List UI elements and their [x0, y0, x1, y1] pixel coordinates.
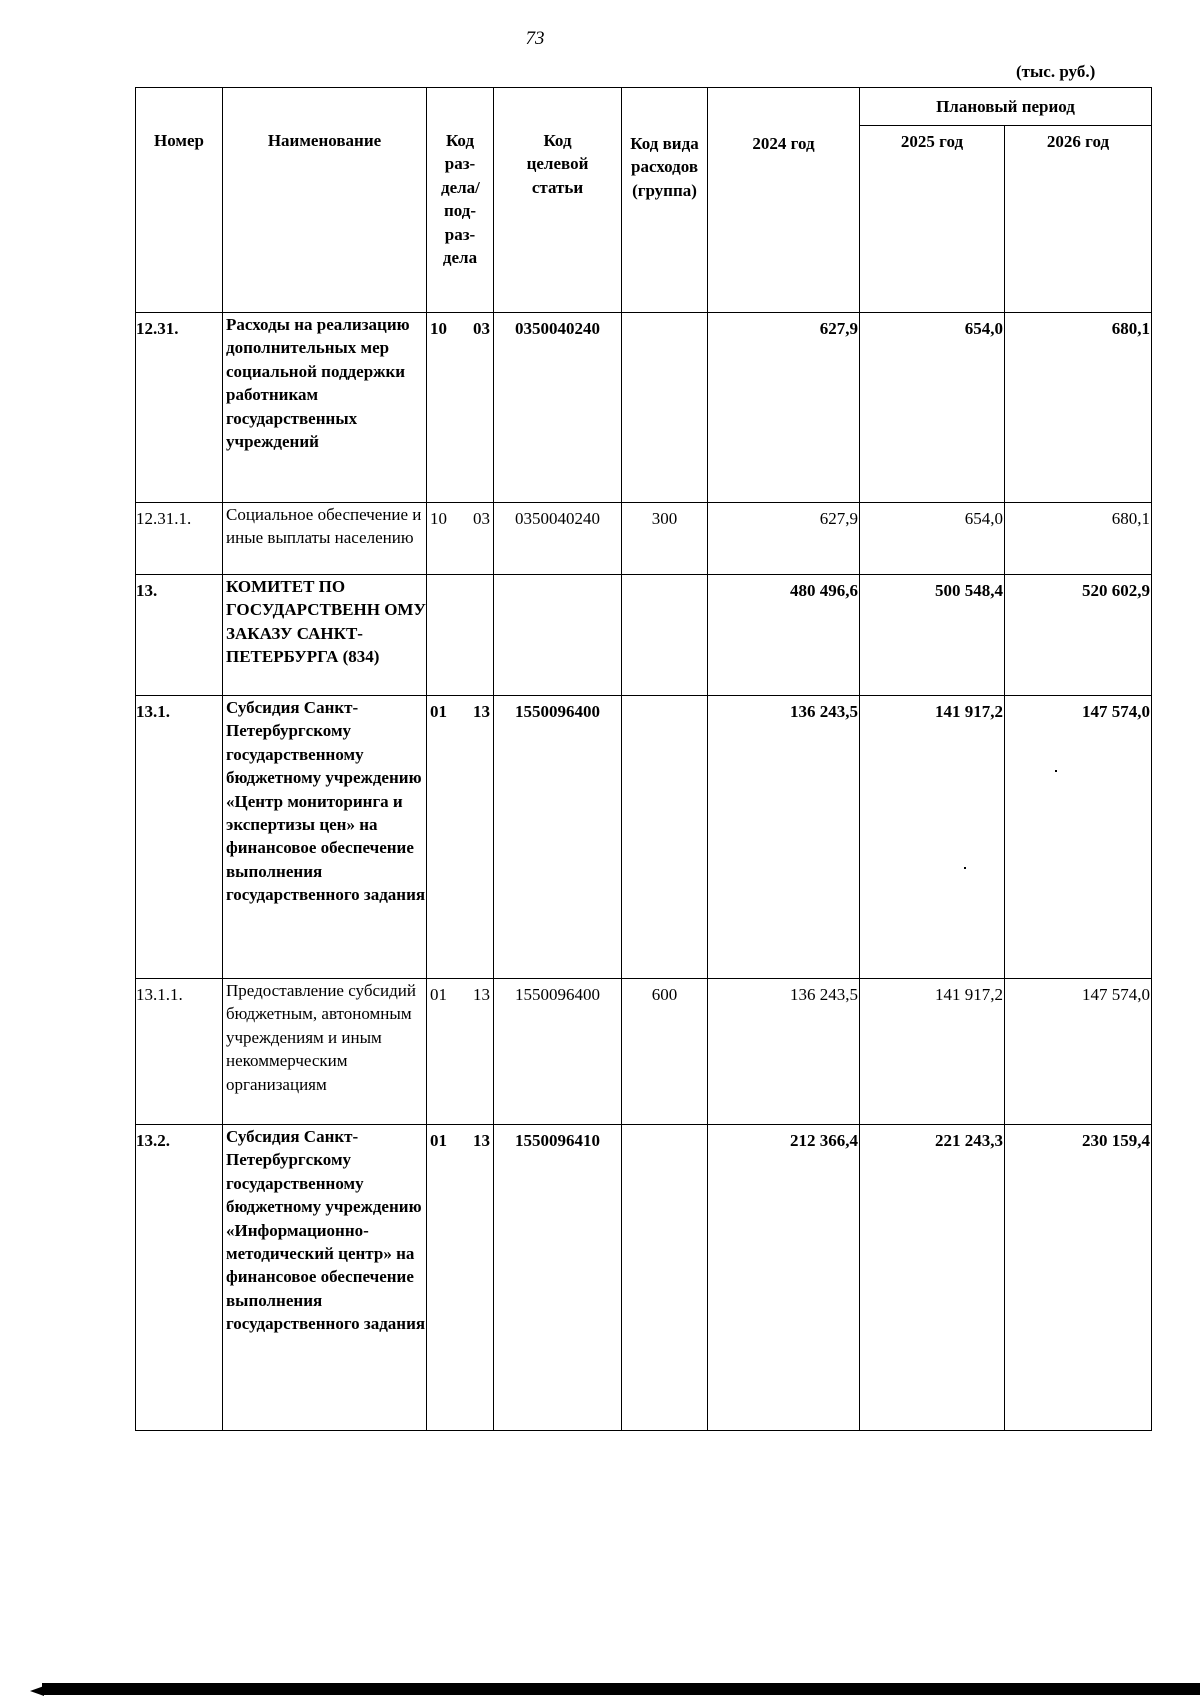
row-section-code — [427, 503, 494, 575]
subsection-code: 13 — [473, 1131, 490, 1150]
row-amount-2026: 230 159,4 — [1005, 1125, 1152, 1431]
header-row — [136, 88, 1152, 126]
row-number: 13.1.1. — [136, 979, 223, 1125]
row-number: 13. — [136, 575, 223, 696]
subsection-code: 03 — [473, 509, 490, 528]
row-expense-type — [622, 313, 708, 503]
row-name: Социальное обеспечение и иные выплаты населению — [223, 503, 427, 575]
row-name: Субсидия Санкт-Петербургскому государственному бюджетному учреждению «Центр мониторинга и экспертизы цен» на финансовое обеспечение выполнения государственного задания — [223, 696, 427, 979]
header-name: Наименование — [223, 88, 427, 313]
row-amount-2025: 141 917,2 — [860, 979, 1005, 1125]
row-target-code: 0350040240 — [494, 313, 622, 503]
row-target-code: 1550096410 — [494, 1125, 622, 1431]
row-amount-2024: 627,9 — [708, 313, 860, 503]
table-row — [136, 696, 1152, 979]
header-expense-type: Код вида расходов (группа) — [622, 88, 708, 313]
row-amount-2024: 480 496,6 — [708, 575, 860, 696]
row-amount-2024: 627,9 — [708, 503, 860, 575]
section-code: 01 — [430, 985, 447, 1004]
row-number: 13.1. — [136, 696, 223, 979]
row-section-code — [427, 696, 494, 979]
table-row — [136, 313, 1152, 503]
section-code: 01 — [430, 1131, 447, 1150]
scan-speck — [1055, 770, 1057, 772]
row-expense-type — [622, 1125, 708, 1431]
row-amount-2025: 141 917,2 — [860, 696, 1005, 979]
row-section-code — [427, 313, 494, 503]
row-amount-2025: 500 548,4 — [860, 575, 1005, 696]
row-section-code — [427, 575, 494, 696]
row-name: Субсидия Санкт-Петербургскому государственному бюджетному учреждению «Информационно-методический центр» на финансовое обеспечение выполнения государственного задания — [223, 1125, 427, 1431]
row-name: Предоставление субсидий бюджетным, автономным учреждениям и иным некоммерческим организациям — [223, 979, 427, 1125]
row-amount-2026: 680,1 — [1005, 503, 1152, 575]
header-target-code: Код целевой статьи — [494, 88, 622, 313]
row-target-code: 0350040240 — [494, 503, 622, 575]
scan-bottom-bar — [42, 1683, 1200, 1695]
table-row — [136, 575, 1152, 696]
row-target-code — [494, 575, 622, 696]
row-amount-2025: 654,0 — [860, 313, 1005, 503]
row-target-code: 1550096400 — [494, 696, 622, 979]
row-amount-2026: 147 574,0 — [1005, 979, 1152, 1125]
budget-table — [135, 87, 1152, 1431]
table-row — [136, 1125, 1152, 1431]
section-code: 10 — [430, 509, 447, 528]
header-year-2025: 2025 год — [860, 126, 1005, 313]
row-target-code: 1550096400 — [494, 979, 622, 1125]
row-amount-2025: 221 243,3 — [860, 1125, 1005, 1431]
row-expense-type: 600 — [622, 979, 708, 1125]
subsection-code: 03 — [473, 319, 490, 338]
section-code: 01 — [430, 702, 447, 721]
row-amount-2024: 136 243,5 — [708, 979, 860, 1125]
row-amount-2026: 680,1 — [1005, 313, 1152, 503]
header-year-2026: 2026 год — [1005, 126, 1152, 313]
header-number: Номер — [136, 88, 223, 313]
row-number: 12.31.1. — [136, 503, 223, 575]
row-expense-type: 300 — [622, 503, 708, 575]
scan-speck — [964, 867, 966, 869]
header-year-2024: 2024 год — [708, 88, 860, 313]
header-planned-period: Плановый период — [860, 88, 1152, 126]
row-amount-2024: 212 366,4 — [708, 1125, 860, 1431]
row-number: 13.2. — [136, 1125, 223, 1431]
units-label: (тыс. руб.) — [1016, 62, 1096, 81]
page-number: 73 — [525, 28, 545, 49]
row-name: КОМИТЕТ ПО ГОСУДАРСТВЕНН ОМУ ЗАКАЗУ САНКТ- ПЕТЕРБУРГА (834) — [223, 575, 427, 696]
row-section-code — [427, 979, 494, 1125]
row-amount-2025: 654,0 — [860, 503, 1005, 575]
subsection-code: 13 — [473, 985, 490, 1004]
row-number: 12.31. — [136, 313, 223, 503]
row-section-code — [427, 1125, 494, 1431]
row-amount-2026: 520 602,9 — [1005, 575, 1152, 696]
header-section-code: Код раз- дела/ под- раз- дела — [427, 88, 494, 313]
section-code: 10 — [430, 319, 447, 338]
row-expense-type — [622, 696, 708, 979]
row-expense-type — [622, 575, 708, 696]
row-amount-2026: 147 574,0 — [1005, 696, 1152, 979]
table-row — [136, 503, 1152, 575]
row-amount-2024: 136 243,5 — [708, 696, 860, 979]
table-row — [136, 979, 1152, 1125]
row-name: Расходы на реализацию дополнительных мер социальной поддержки работникам государственных учреждений — [223, 313, 427, 503]
subsection-code: 13 — [473, 702, 490, 721]
